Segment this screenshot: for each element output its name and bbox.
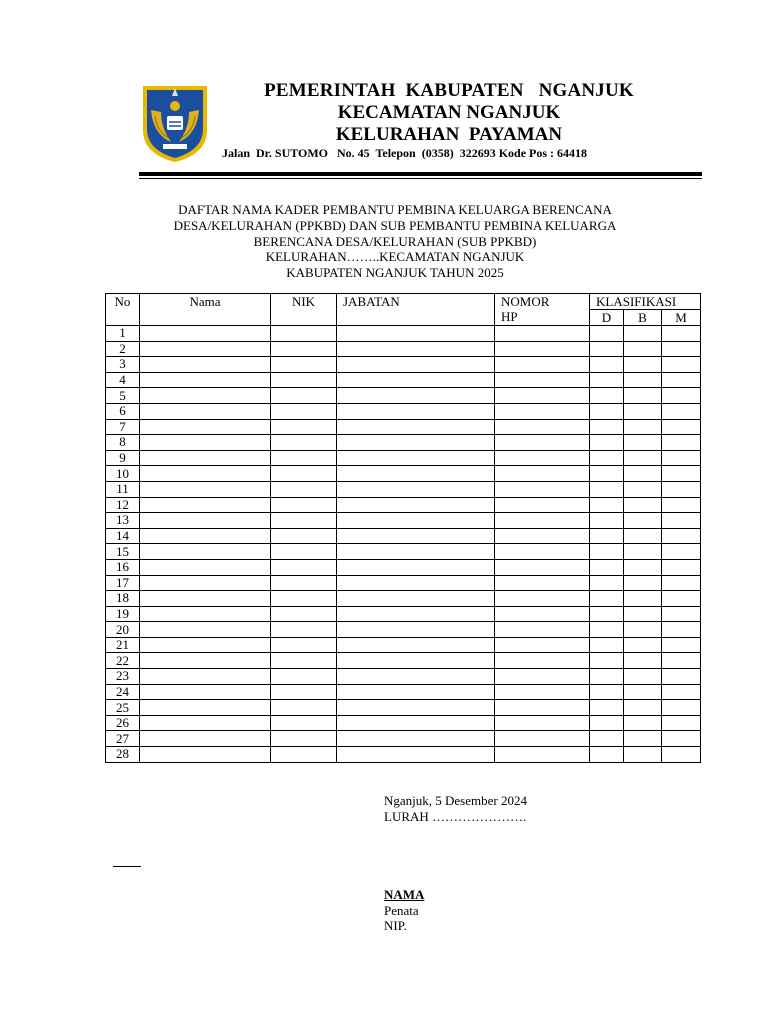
cell-nomor-hp (495, 513, 590, 529)
cell-d (590, 637, 624, 653)
table-row (106, 513, 701, 529)
cell-b (624, 513, 662, 529)
table-row (106, 622, 701, 638)
header-district-name: KECAMATAN NGANJUK (337, 102, 561, 123)
cell-d (590, 622, 624, 638)
table-row (106, 637, 701, 653)
title-line-4: KELURAHAN……..KECAMATAN NGANJUK (265, 249, 525, 265)
cell-jabatan (337, 450, 495, 466)
header-government-name: PEMERINTAH KABUPATEN NGANJUK (264, 80, 634, 101)
cell-b (624, 435, 662, 451)
table-row (106, 747, 701, 763)
cell-b (624, 357, 662, 373)
row-number: 18 (106, 591, 140, 607)
cell-m (662, 326, 701, 342)
row-number: 20 (106, 622, 140, 638)
cell-jabatan (337, 606, 495, 622)
cell-nik (271, 559, 337, 575)
table-row (106, 403, 701, 419)
cell-d (590, 544, 624, 560)
row-number: 9 (106, 450, 140, 466)
cell-b (624, 575, 662, 591)
cell-b (624, 747, 662, 763)
row-number: 10 (106, 466, 140, 482)
cell-nama (140, 684, 271, 700)
cell-nama (140, 591, 271, 607)
cell-nama (140, 497, 271, 513)
letterhead-rule-thick (139, 172, 702, 176)
header-m: M (662, 310, 701, 326)
cell-m (662, 372, 701, 388)
cell-nik (271, 388, 337, 404)
cell-nama (140, 669, 271, 685)
cell-jabatan (337, 700, 495, 716)
table-row (106, 715, 701, 731)
cell-nama (140, 528, 271, 544)
table-row (106, 497, 701, 513)
cell-jabatan (337, 653, 495, 669)
cell-nomor-hp (495, 450, 590, 466)
cell-b (624, 497, 662, 513)
cell-nama (140, 481, 271, 497)
cell-nik (271, 575, 337, 591)
cell-d (590, 591, 624, 607)
cell-nama (140, 637, 271, 653)
cell-d (590, 497, 624, 513)
cell-nama (140, 435, 271, 451)
header-address: Jalan Dr. SUTOMO No. 45 Telepon (0358) 322693 Kode Pos : 64418 (222, 146, 588, 160)
table-row (106, 591, 701, 607)
cell-d (590, 528, 624, 544)
row-number: 13 (106, 513, 140, 529)
cell-m (662, 637, 701, 653)
cell-nama (140, 715, 271, 731)
cell-m (662, 466, 701, 482)
cell-b (624, 622, 662, 638)
cell-m (662, 700, 701, 716)
cell-d (590, 450, 624, 466)
row-number: 28 (106, 747, 140, 763)
cell-m (662, 357, 701, 373)
cell-m (662, 513, 701, 529)
cell-nik (271, 513, 337, 529)
cell-nik (271, 669, 337, 685)
cell-jabatan (337, 731, 495, 747)
table-row (106, 372, 701, 388)
cell-nama (140, 731, 271, 747)
cell-jabatan (337, 715, 495, 731)
table-row (106, 575, 701, 591)
cell-b (624, 388, 662, 404)
title-line-5: KABUPATEN NGANJUK TAHUN 2025 (286, 265, 504, 281)
cell-b (624, 715, 662, 731)
cell-m (662, 669, 701, 685)
cell-nama (140, 388, 271, 404)
cell-jabatan (337, 637, 495, 653)
row-number: 12 (106, 497, 140, 513)
cell-nomor-hp (495, 731, 590, 747)
regency-crest-icon (139, 82, 211, 164)
cell-jabatan (337, 544, 495, 560)
cell-b (624, 684, 662, 700)
cell-m (662, 622, 701, 638)
cell-b (624, 466, 662, 482)
cell-nik (271, 653, 337, 669)
cell-m (662, 419, 701, 435)
cell-jabatan (337, 403, 495, 419)
row-number: 25 (106, 700, 140, 716)
cell-nomor-hp (495, 653, 590, 669)
cell-d (590, 575, 624, 591)
cell-b (624, 606, 662, 622)
cadre-roster-table (105, 293, 701, 763)
cell-nama (140, 622, 271, 638)
cell-nik (271, 435, 337, 451)
cell-d (590, 559, 624, 575)
header-no: No (106, 294, 140, 326)
roster-body (106, 326, 701, 763)
header-klasifikasi: KLASIFIKASI (590, 294, 701, 310)
table-row (106, 653, 701, 669)
cell-d (590, 357, 624, 373)
cell-nik (271, 357, 337, 373)
cell-d (590, 419, 624, 435)
cell-nomor-hp (495, 637, 590, 653)
cell-jabatan (337, 513, 495, 529)
signature-rank: Penata (384, 903, 419, 918)
cell-jabatan (337, 466, 495, 482)
cell-nomor-hp (495, 528, 590, 544)
cell-nomor-hp (495, 700, 590, 716)
cell-d (590, 466, 624, 482)
row-number: 6 (106, 403, 140, 419)
signature-position: LURAH …………………. (384, 809, 527, 824)
table-row (106, 435, 701, 451)
cell-jabatan (337, 481, 495, 497)
cell-m (662, 341, 701, 357)
cell-jabatan (337, 497, 495, 513)
cell-m (662, 388, 701, 404)
cell-nik (271, 466, 337, 482)
table-row (106, 606, 701, 622)
cell-nik (271, 747, 337, 763)
signature-name: NAMA (384, 887, 425, 902)
cell-jabatan (337, 435, 495, 451)
cell-m (662, 715, 701, 731)
cell-m (662, 575, 701, 591)
cell-nama (140, 403, 271, 419)
cell-d (590, 731, 624, 747)
row-number: 7 (106, 419, 140, 435)
cell-nomor-hp (495, 544, 590, 560)
table-row (106, 481, 701, 497)
cell-nik (271, 731, 337, 747)
cell-m (662, 591, 701, 607)
header-village-name: KELURAHAN PAYAMAN (335, 124, 563, 145)
row-number: 8 (106, 435, 140, 451)
cell-nomor-hp (495, 466, 590, 482)
row-number: 16 (106, 559, 140, 575)
table-row (106, 559, 701, 575)
cell-nomor-hp (495, 715, 590, 731)
table-row (106, 700, 701, 716)
signature-place-date: Nganjuk, 5 Desember 2024 (384, 793, 527, 808)
cell-nomor-hp (495, 684, 590, 700)
cell-m (662, 544, 701, 560)
cell-b (624, 528, 662, 544)
row-number: 11 (106, 481, 140, 497)
cell-b (624, 341, 662, 357)
cell-nik (271, 591, 337, 607)
cell-m (662, 684, 701, 700)
cell-jabatan (337, 372, 495, 388)
cell-m (662, 559, 701, 575)
cell-jabatan (337, 341, 495, 357)
cell-nik (271, 700, 337, 716)
cell-nama (140, 700, 271, 716)
cell-nik (271, 606, 337, 622)
cell-m (662, 606, 701, 622)
cell-b (624, 372, 662, 388)
cell-m (662, 481, 701, 497)
cell-d (590, 435, 624, 451)
cell-b (624, 481, 662, 497)
cell-m (662, 403, 701, 419)
header-d: D (590, 310, 624, 326)
row-number: 3 (106, 357, 140, 373)
cell-jabatan (337, 388, 495, 404)
cell-jabatan (337, 591, 495, 607)
cell-nama (140, 575, 271, 591)
cell-nomor-hp (495, 357, 590, 373)
cell-nomor-hp (495, 497, 590, 513)
cell-b (624, 450, 662, 466)
cell-d (590, 341, 624, 357)
cell-nama (140, 466, 271, 482)
cell-m (662, 450, 701, 466)
cell-m (662, 528, 701, 544)
cell-nomor-hp (495, 419, 590, 435)
row-number: 19 (106, 606, 140, 622)
title-line-2: DESA/KELURAHAN (PPKBD) DAN SUB PEMBANTU PEMBINA KELUARGA (173, 217, 617, 233)
header-nomor-hp (495, 294, 590, 326)
cell-nomor-hp (495, 669, 590, 685)
cell-nik (271, 715, 337, 731)
cell-nomor-hp (495, 388, 590, 404)
cell-b (624, 403, 662, 419)
cell-d (590, 747, 624, 763)
signature-nip: NIP. (384, 918, 407, 933)
cell-nama (140, 326, 271, 342)
cell-d (590, 684, 624, 700)
cell-d (590, 403, 624, 419)
title-line-1: DAFTAR NAMA KADER PEMBANTU PEMBINA KELUARGA BERENCANA (178, 202, 612, 217)
title-line-3: BERENCANA DESA/KELURAHAN (SUB PPKBD) (253, 233, 537, 249)
row-number: 23 (106, 669, 140, 685)
row-number: 2 (106, 341, 140, 357)
cell-nomor-hp (495, 372, 590, 388)
short-rule (113, 866, 141, 867)
cell-nik (271, 341, 337, 357)
cell-b (624, 326, 662, 342)
cell-d (590, 326, 624, 342)
cell-nama (140, 372, 271, 388)
header-nik: NIK (271, 294, 337, 326)
row-number: 27 (106, 731, 140, 747)
letterhead-rule-thin (139, 178, 702, 179)
cell-jabatan (337, 669, 495, 685)
cell-nik (271, 372, 337, 388)
header-nama: Nama (140, 294, 271, 326)
header-nomor-hp-line-2: HP (501, 309, 518, 324)
cell-nomor-hp (495, 606, 590, 622)
row-number: 21 (106, 637, 140, 653)
cell-nik (271, 684, 337, 700)
cell-nomor-hp (495, 403, 590, 419)
cell-b (624, 700, 662, 716)
table-row (106, 341, 701, 357)
cell-jabatan (337, 747, 495, 763)
cell-nama (140, 747, 271, 763)
cell-b (624, 653, 662, 669)
table-row (106, 450, 701, 466)
cell-nik (271, 497, 337, 513)
cell-jabatan (337, 684, 495, 700)
header-nomor-hp-line-1: NOMOR (501, 294, 550, 309)
row-number: 22 (106, 653, 140, 669)
row-number: 15 (106, 544, 140, 560)
row-number: 4 (106, 372, 140, 388)
cell-nomor-hp (495, 435, 590, 451)
cell-m (662, 435, 701, 451)
cell-b (624, 731, 662, 747)
row-number: 26 (106, 715, 140, 731)
table-row (106, 466, 701, 482)
cell-m (662, 747, 701, 763)
cell-nik (271, 528, 337, 544)
cell-nomor-hp (495, 341, 590, 357)
cell-nama (140, 653, 271, 669)
cell-nama (140, 513, 271, 529)
cell-nomor-hp (495, 481, 590, 497)
cell-nama (140, 450, 271, 466)
cell-d (590, 481, 624, 497)
cell-b (624, 419, 662, 435)
cell-b (624, 637, 662, 653)
table-row (106, 528, 701, 544)
cell-jabatan (337, 575, 495, 591)
table-row (106, 357, 701, 373)
cell-nik (271, 637, 337, 653)
cell-nik (271, 419, 337, 435)
cell-jabatan (337, 326, 495, 342)
cell-d (590, 606, 624, 622)
cell-d (590, 388, 624, 404)
table-row (106, 731, 701, 747)
table-row (106, 419, 701, 435)
header-b: B (624, 310, 662, 326)
table-row (106, 544, 701, 560)
cell-nama (140, 559, 271, 575)
header-jabatan: JABATAN (337, 294, 495, 326)
cell-nama (140, 341, 271, 357)
cell-m (662, 653, 701, 669)
row-number: 14 (106, 528, 140, 544)
cell-b (624, 544, 662, 560)
cell-jabatan (337, 559, 495, 575)
cell-d (590, 715, 624, 731)
document-title (100, 202, 690, 281)
cell-nomor-hp (495, 559, 590, 575)
cell-nama (140, 606, 271, 622)
cell-nomor-hp (495, 591, 590, 607)
row-number: 1 (106, 326, 140, 342)
row-number: 5 (106, 388, 140, 404)
cell-m (662, 731, 701, 747)
row-number: 24 (106, 684, 140, 700)
cell-nik (271, 403, 337, 419)
cell-nama (140, 357, 271, 373)
cell-nama (140, 544, 271, 560)
cell-d (590, 653, 624, 669)
cell-nomor-hp (495, 326, 590, 342)
cell-d (590, 669, 624, 685)
cell-nomor-hp (495, 575, 590, 591)
cell-d (590, 372, 624, 388)
cell-nik (271, 326, 337, 342)
cell-b (624, 591, 662, 607)
table-row (106, 388, 701, 404)
cell-nik (271, 450, 337, 466)
cell-b (624, 559, 662, 575)
cell-jabatan (337, 419, 495, 435)
cell-b (624, 669, 662, 685)
table-row (106, 684, 701, 700)
cell-nik (271, 544, 337, 560)
cell-nomor-hp (495, 622, 590, 638)
cell-d (590, 700, 624, 716)
cell-jabatan (337, 528, 495, 544)
cell-jabatan (337, 622, 495, 638)
cell-jabatan (337, 357, 495, 373)
cell-nik (271, 622, 337, 638)
cell-nomor-hp (495, 747, 590, 763)
cell-d (590, 513, 624, 529)
cell-nik (271, 481, 337, 497)
cell-nama (140, 419, 271, 435)
table-row (106, 326, 701, 342)
row-number: 17 (106, 575, 140, 591)
cell-m (662, 497, 701, 513)
table-row (106, 669, 701, 685)
